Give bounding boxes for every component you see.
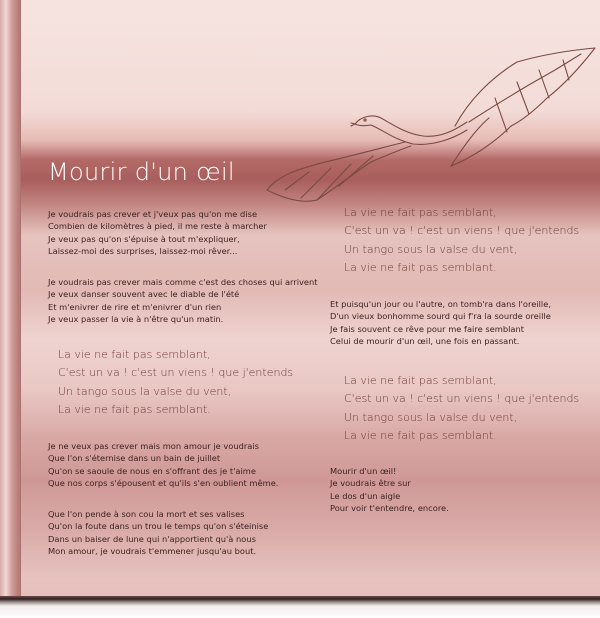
page-title: Mourir d'un œil <box>48 158 235 186</box>
refrain-line: La vie ne fait pas semblant. <box>344 429 497 443</box>
lyric-line: Que l'on s'éternise dans un bain de juillet <box>48 453 221 464</box>
lyric-line: Je voudrais pas crever et j'veux pas qu'on me dise <box>48 209 258 219</box>
right-refrain-1 <box>344 204 579 278</box>
refrain-line: C'est un va ! c'est un viens ! que j'entends <box>58 366 294 380</box>
lyric-line: Je voudrais être sur <box>330 478 411 489</box>
right-refrain-2 <box>344 372 579 446</box>
lyric-line: Qu'on se saoule de nous en s'offrant des je t'aime <box>48 465 256 476</box>
lyric-line: Et puisqu'un jour ou l'autre, on tomb'ra dans l'oreille, <box>330 299 551 309</box>
left-stanza-1 <box>48 208 267 257</box>
booklet-spine <box>0 0 21 596</box>
lyric-line: Et m'enivrer de rire et m'enivrer d'un rien <box>48 301 222 312</box>
left-stanza-4 <box>48 508 268 557</box>
refrain-line: La vie ne fait pas semblant. <box>58 403 211 417</box>
lyric-line: Je veux passer la vie à n'être qu'un matin. <box>48 313 224 324</box>
lyric-line: Que nos corps s'épousent et qu'ils s'en oublient même. <box>48 477 279 488</box>
lyric-line: D'un vieux bonhomme sourd qui f'ra la sourde oreille <box>330 311 551 322</box>
refrain-line: La vie ne fait pas semblant, <box>344 374 497 387</box>
lyric-line: Je voudrais pas crever mais comme c'est des choses qui arrivent <box>48 277 318 287</box>
lyric-line: Laissez-moi des surprises, laissez-moi rêver... <box>48 245 238 256</box>
refrain-line: La vie ne fait pas semblant, <box>344 206 497 219</box>
lyric-line: Le dos d'un aigle <box>330 490 401 501</box>
lyric-line: Je veux pas qu'on s'épuise à tout m'expliquer, <box>48 233 240 244</box>
bird-drawing-icon <box>255 40 600 210</box>
right-stanza-1 <box>330 298 551 347</box>
lyric-line: Mourir d'un œil! <box>330 466 397 476</box>
scan-edge <box>0 596 600 618</box>
lyric-line: Que l'on pende à son cou la mort et ses valises <box>48 509 245 519</box>
lyric-line: Celui de mourir d'un œil, une fois en passant. <box>330 335 520 346</box>
lyric-line: Je fais souvent ce rêve pour me faire semblant <box>330 323 525 334</box>
refrain-line: C'est un va ! c'est un viens ! que j'entends <box>344 392 580 406</box>
lyric-line: Combien de kilomètres à pied, il me reste à marcher <box>48 221 267 232</box>
lyric-line: Pour voir t'entendre, encore. <box>330 502 449 513</box>
right-stanza-2 <box>330 465 449 514</box>
lyric-line: Je ne veux pas crever mais mon amour je voudrais <box>48 441 259 451</box>
refrain-line: C'est un va ! c'est un viens ! que j'entends <box>344 224 580 238</box>
left-stanza-3 <box>48 440 278 489</box>
refrain-line: Un tango sous la valse du vent, <box>344 410 518 424</box>
refrain-line: Un tango sous la valse du vent, <box>344 242 518 256</box>
lyric-line: Qu'on la foute dans un trou le temps qu'on s'éteinise <box>48 521 269 532</box>
refrain-line: La vie ne fait pas semblant, <box>58 348 211 361</box>
lyric-line: Je veux danser souvent avec le diable de l'été <box>48 289 240 300</box>
lyric-line: Mon amour, je voudrais t'emmener jusqu'au bout. <box>48 545 257 556</box>
left-stanza-2 <box>48 276 318 325</box>
refrain-line: La vie ne fait pas semblant. <box>344 261 497 275</box>
refrain-line: Un tango sous la valse du vent, <box>58 384 232 398</box>
left-refrain <box>58 346 293 420</box>
lyric-line: Dans un baiser de lune qui n'apportient qu'à nous <box>48 533 256 544</box>
